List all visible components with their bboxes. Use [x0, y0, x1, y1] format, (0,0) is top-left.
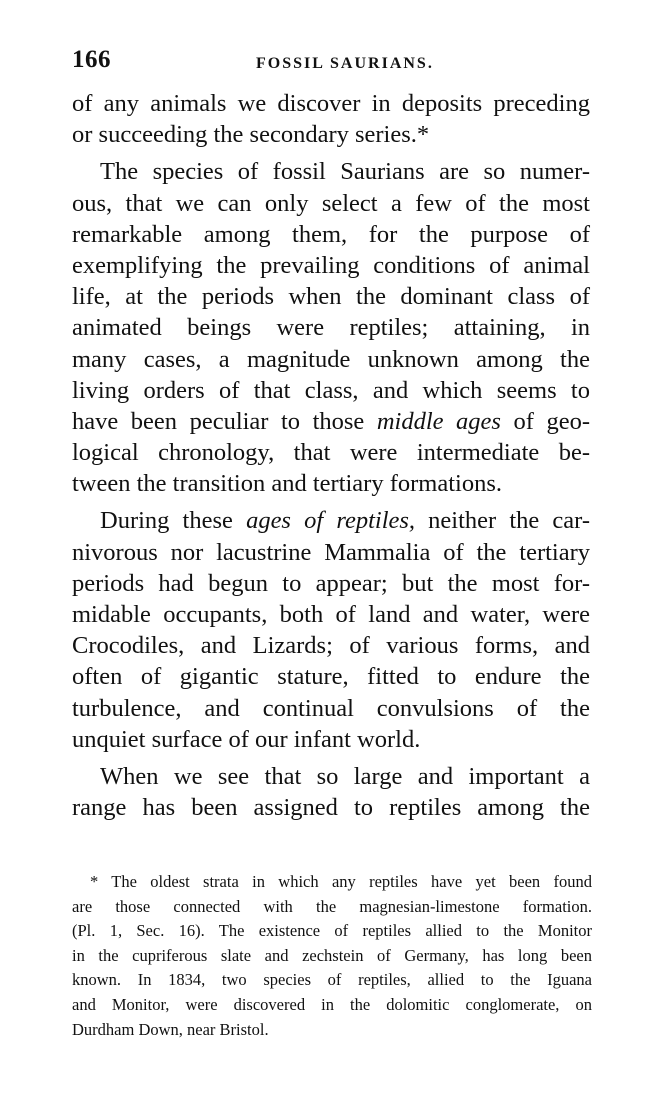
text-line: turbulence, and continual convulsions of the: [72, 694, 590, 722]
text-line: often of gigantic stature, fitted to endure the: [72, 663, 590, 691]
text-line: tween the transition and tertiary formations.: [72, 470, 502, 498]
text-line: nivorous nor lacustrine Mammalia of the tertiary: [72, 538, 590, 566]
paragraph-2: [72, 156, 590, 499]
text-line: many cases, a magnitude unknown among the: [72, 345, 590, 373]
italic-phrase: ages of reptiles,: [246, 507, 416, 535]
text-line: logical chronology, that were intermediate be-: [72, 439, 590, 467]
text-line: exemplifying the prevailing conditions of animal: [72, 251, 590, 279]
footnote-line: known. In 1834, two species of reptiles, allied to the Iguana: [72, 970, 592, 990]
text-line: midable occupants, both of land and water, were: [72, 601, 590, 628]
text-line: Crocodiles, and Lizards; of various forms, and: [72, 632, 590, 660]
page-number: 166: [72, 46, 111, 73]
running-head: FOSSIL SAURIANS.: [256, 55, 434, 72]
paragraph-1: [72, 88, 590, 150]
text-line: When we see that so large and important a: [100, 762, 590, 790]
text-line: unquiet surface of our infant world.: [72, 725, 421, 753]
text-line: of any animals we discover in deposits preceding: [72, 90, 590, 117]
paragraph-4: [72, 761, 590, 823]
paragraph-3: [72, 505, 590, 755]
footnote-line: * The oldest strata in which any reptiles have yet been found: [90, 872, 592, 891]
text-line: ous, that we can only select a few of the most: [72, 189, 590, 217]
text-line: range has been assigned to reptiles among the: [72, 794, 590, 822]
text-line: or succeeding the secondary series.*: [72, 121, 430, 149]
text-line: remarkable among them, for the purpose of: [72, 220, 590, 248]
text-line-with-italic: [72, 505, 590, 536]
footnote-line: (Pl. 1, Sec. 16). The existence of reptiles allied to the Monitor: [72, 921, 592, 941]
text-line: The species of fossil Saurians are so numer-: [100, 158, 590, 186]
page-header: [72, 46, 592, 82]
footnote-line: and Monitor, were discovered in the dolomitic conglomerate, on: [72, 994, 592, 1014]
text-run: During these: [100, 507, 247, 535]
text-line: animated beings were reptiles; attaining, in: [72, 314, 590, 342]
main-text: [72, 88, 590, 829]
text-run: neither the car-: [415, 507, 591, 535]
text-line: living orders of that class, and which seems to: [72, 376, 590, 404]
text-line-with-italic: [72, 406, 590, 437]
text-run: have been peculiar to those: [72, 407, 377, 435]
italic-phrase: middle ages: [376, 407, 501, 435]
text-line: life, at the periods when the dominant class of: [72, 283, 590, 311]
footnote-line: Durdham Down, near Bristol.: [72, 1019, 269, 1039]
text-run: of geo-: [500, 407, 590, 435]
footnote: [72, 870, 592, 1042]
footnote-line: in the cupriferous slate and zechstein of Germany, has long been: [72, 945, 592, 965]
text-line: periods had begun to appear; but the most for-: [72, 569, 590, 597]
footnote-line: are those connected with the magnesian-limestone formation.: [72, 896, 592, 916]
